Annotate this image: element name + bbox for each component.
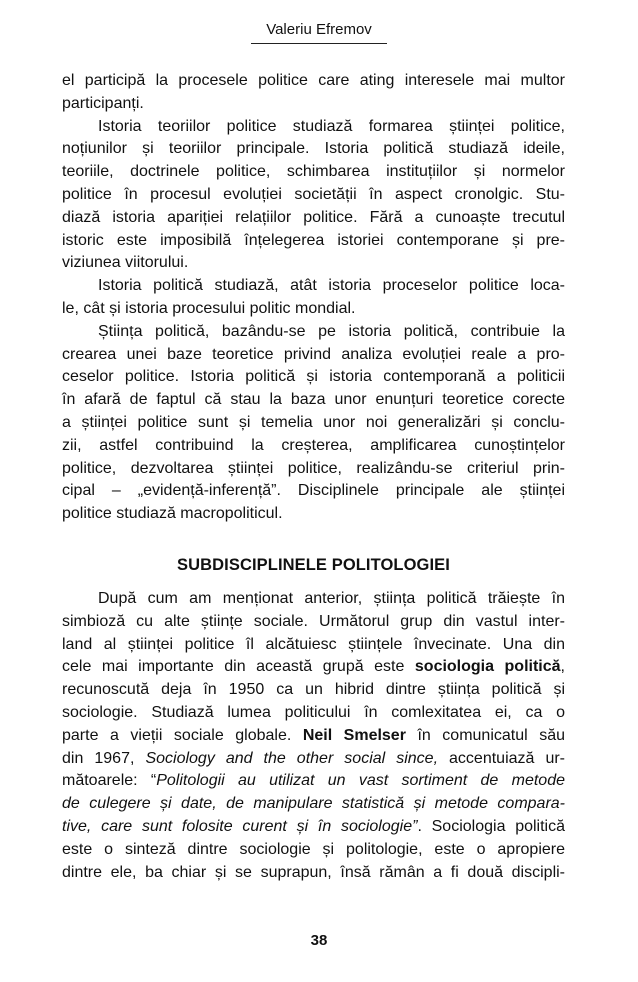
- text-line: recunoscută deja în 1950 ca un hibrid dintre știința politică și: [62, 681, 565, 699]
- text-line: el participă la procesele politice care ating interesele mai multor: [62, 72, 565, 89]
- text-line: le, cât și istoria procesului politic mondial.: [62, 299, 356, 317]
- paragraph: [62, 588, 565, 884]
- page-body: [62, 70, 565, 884]
- paragraph: [62, 275, 565, 321]
- text-line: noțiunilor și teoriilor principale. Istoria politică studiază ideile,: [62, 140, 565, 158]
- text-line: sociologie. Studiază lumea politicului în comlexitatea ei, ca o: [62, 703, 565, 721]
- text-line: dintre ele, ba chiar și se suprapun, însă rămân a fi două discipli-: [62, 863, 565, 881]
- text-line: cipal – „evidență-inferență”. Disciplinele principale ale științei: [62, 482, 565, 500]
- running-header: [0, 20, 638, 44]
- text-line: land al științei politice îl alcătuiesc științele învecinate. Una din: [62, 635, 565, 653]
- text-run: mătoarele: “: [62, 772, 157, 790]
- text-line: ceselor politice. Istoria politică și istoria contemporană a politicii: [62, 368, 565, 386]
- text-run: ,: [560, 658, 565, 676]
- text-line: istoric este imposibilă înțelegerea istoriei contemporane și pre-: [62, 231, 565, 249]
- text-run: accentuiază ur-: [438, 749, 565, 767]
- text-line: participanți.: [62, 94, 144, 112]
- text-run: din 1967,: [62, 749, 146, 767]
- text-line: Știința politică, bazându-se pe istoria politică, contribuie la: [98, 322, 565, 340]
- text-line: politice studiază macropoliticul.: [62, 505, 283, 523]
- section-heading: SUBDISCIPLINELE POLITOLOGIEI: [177, 555, 450, 574]
- text-line: Istoria teoriilor politice studiază formarea științei politice,: [98, 117, 565, 135]
- text-line: simbioză cu alte științe sociale. Următorul grup din vastul inter-: [62, 612, 565, 630]
- text-line: zii, astfel contribuind la creșterea, amplificarea cunoștințelor: [62, 436, 565, 454]
- text-line: [62, 725, 565, 748]
- text-line: teoriile, doctrinele politice, schimbarea instituțiilor și normelor: [62, 163, 565, 181]
- text-line: [62, 656, 565, 679]
- text-line: Istoria politică studiază, atât istoria proceselor politice loca-: [98, 277, 565, 295]
- text-line: [62, 770, 565, 793]
- italic-quote: de culegere și date, de manipulare statistică și metode compara-: [62, 795, 565, 813]
- italic-quote: Politologii au utilizat un vast sortiment de metode: [156, 772, 565, 790]
- italic-quote: tive, care sunt folosite curent și în sociologie”: [62, 817, 418, 835]
- text-run: parte a vieții sociale globale.: [62, 726, 303, 744]
- paragraph: [62, 116, 565, 276]
- text-line: După cum am menționat anterior, știința politică trăiește în: [98, 589, 565, 607]
- italic-title: Sociology and the other social since,: [145, 749, 439, 767]
- text-line: diază istoria apariției relațiilor politice. Fără a cunoaște trecutul: [62, 208, 565, 226]
- paragraph: [62, 321, 565, 526]
- text-line: crearea unei baze teoretice privind analiza evoluției reale a pro-: [62, 345, 565, 363]
- page-number: 38: [310, 932, 328, 949]
- text-line: în afară de faptul că stau la baza unor enunțuri teoretice corecte: [62, 391, 565, 409]
- text-line: viziunea viitorului.: [62, 254, 189, 272]
- text-run: în comunicatul său: [405, 726, 565, 744]
- text-line: a științei politice sunt și temelia unor noi generalizări și conclu-: [62, 413, 565, 431]
- paragraph: [62, 70, 565, 116]
- text-line: politice, dezvoltarea științei politice, realizându-se criteriul prin-: [62, 459, 565, 477]
- text-run: . Sociologia politică: [417, 817, 566, 835]
- text-line: [62, 816, 565, 839]
- bold-term: sociologia politică: [414, 658, 561, 676]
- text-line: politice în procesul evoluției societății în aspect cronolgic. Stu-: [62, 185, 565, 203]
- text-line: [62, 748, 565, 771]
- text-line: [62, 793, 565, 816]
- author-name: Valeriu Efremov: [251, 20, 387, 44]
- text-line: este o sinteză dintre sociologie și politologie, este o apropiere: [62, 840, 565, 858]
- bold-name: Neil Smelser: [302, 726, 406, 744]
- text-run: cele mai importante din această grupă este: [62, 658, 415, 676]
